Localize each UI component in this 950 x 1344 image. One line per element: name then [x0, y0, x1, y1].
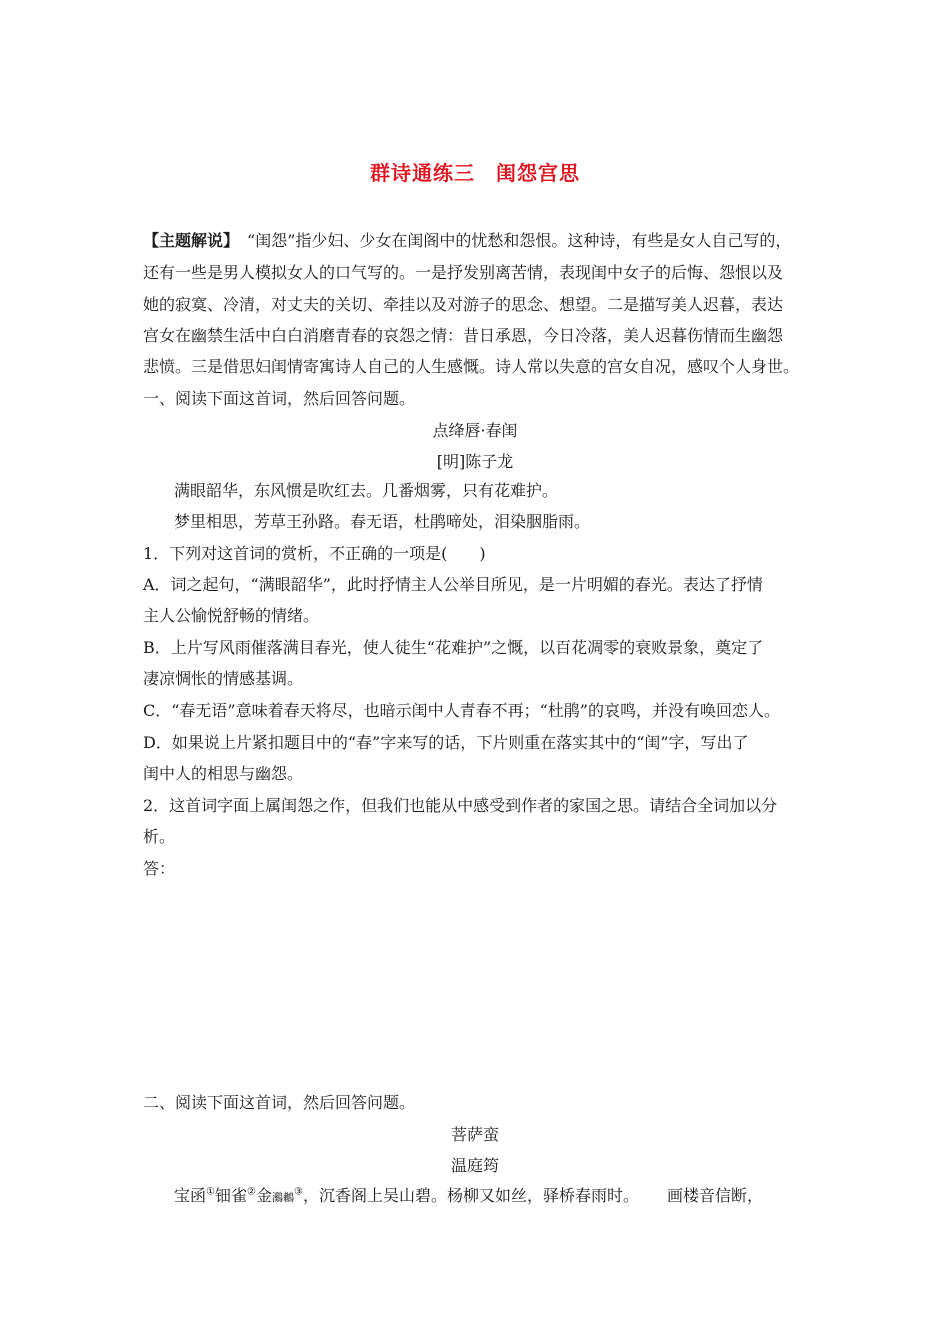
theme-tag: 【主题解说】 [143, 231, 240, 250]
option-d-line-1: D．如果说上片紧扣题目中的“春”字来写的话，下片则重在落实其中的“闺”字，写出了 [143, 733, 749, 752]
poem2-small-chars: 鸂鶒 [271, 1191, 294, 1204]
option-a-line-2: 主人公愉悦舒畅的情绪。 [143, 606, 320, 625]
poem1-author: [明]陈子龙 [436, 452, 514, 471]
option-d-line-2: 闺中人的相思与幽怨。 [143, 764, 304, 783]
question-2-line-1: 2．这首词字面上属闺怨之作，但我们也能从中感受到作者的家国之思。请结合全词加以分 [143, 796, 778, 815]
poem2-title: 菩萨蛮 [450, 1125, 499, 1144]
section1-heading: 一、阅读下面这首词，然后回答问题。 [143, 389, 416, 408]
poem2-line-1 [174, 1186, 854, 1208]
section2-heading: 二、阅读下面这首词，然后回答问题。 [143, 1093, 416, 1112]
intro-text: “闺怨”指少妇、少女在闺阁中的忧愁和怨恨。这种诗，有些是女人自己写的， [247, 231, 792, 250]
poem2-author: 温庭筠 [450, 1156, 499, 1175]
poem1-title: 点绛唇·春闺 [432, 421, 518, 440]
answer-label: 答： [143, 859, 176, 878]
option-c: C．“春无语”意味着春天将尽，也暗示闺中人青春不再；“杜鹃”的哀鸣，并没有唤回恋人。 [143, 701, 780, 720]
poem2-text-1: 宝函 [174, 1186, 207, 1205]
footnote-marker-1: ① [206, 1186, 215, 1198]
poem2-text-4: ，沉香阁上吴山碧。杨柳又如丝，驿桥春雨时。 [302, 1186, 639, 1205]
question-2-line-2: 析。 [143, 827, 176, 846]
poem2-text-2: 钿雀 [214, 1186, 247, 1205]
intro-line-4: 宫女在幽禁生活中白白消磨青春的哀怨之情：昔日承恩，今日冷落，美人迟暮伤情而生幽怨 [143, 326, 784, 345]
poem2-text-5: 画楼音信断， [666, 1186, 763, 1205]
intro-line-2: 还有一些是男人模拟女人的口气写的。一是抒发别离苦情，表现闺中女子的后悔、怨恨以及 [143, 263, 784, 282]
intro-line-5: 悲愤。三是借思妇闺情寄寓诗人自己的人生感慨。诗人常以失意的宫女自况，感叹个人身世。 [143, 357, 800, 376]
option-b-line-2: 凄凉惆怅的情感基调。 [143, 669, 304, 688]
page-title: 群诗通练三 闺怨宫思 [370, 161, 580, 185]
question-1: 1．下列对这首词的赏析，不正确的一项是( ) [143, 544, 486, 563]
intro-line-3: 她的寂寞、冷清，对丈夫的关切、牵挂以及对游子的思念、想望。二是描写美人迟暮，表达 [143, 295, 784, 314]
poem2-text-3: 金 [255, 1186, 272, 1205]
footnote-marker-3: ③ [293, 1186, 303, 1198]
intro-line-1 [143, 231, 823, 251]
footnote-marker-2: ② [247, 1186, 256, 1198]
option-b-line-1: B．上片写风雨催落满目春光，使人徒生“花难护”之慨，以百花凋零的衰败景象，奠定了 [143, 638, 764, 657]
poem1-line-2: 梦里相思，芳草王孙路。春无语，杜鹃啼处，泪染胭脂雨。 [174, 512, 591, 531]
option-a-line-1: A．词之起句，“满眼韶华”，此时抒情主人公举目所见，是一片明媚的春光。表达了抒情 [143, 575, 763, 594]
poem1-line-1: 满眼韶华，东风惯是吹红去。几番烟雾，只有花难护。 [174, 481, 559, 500]
